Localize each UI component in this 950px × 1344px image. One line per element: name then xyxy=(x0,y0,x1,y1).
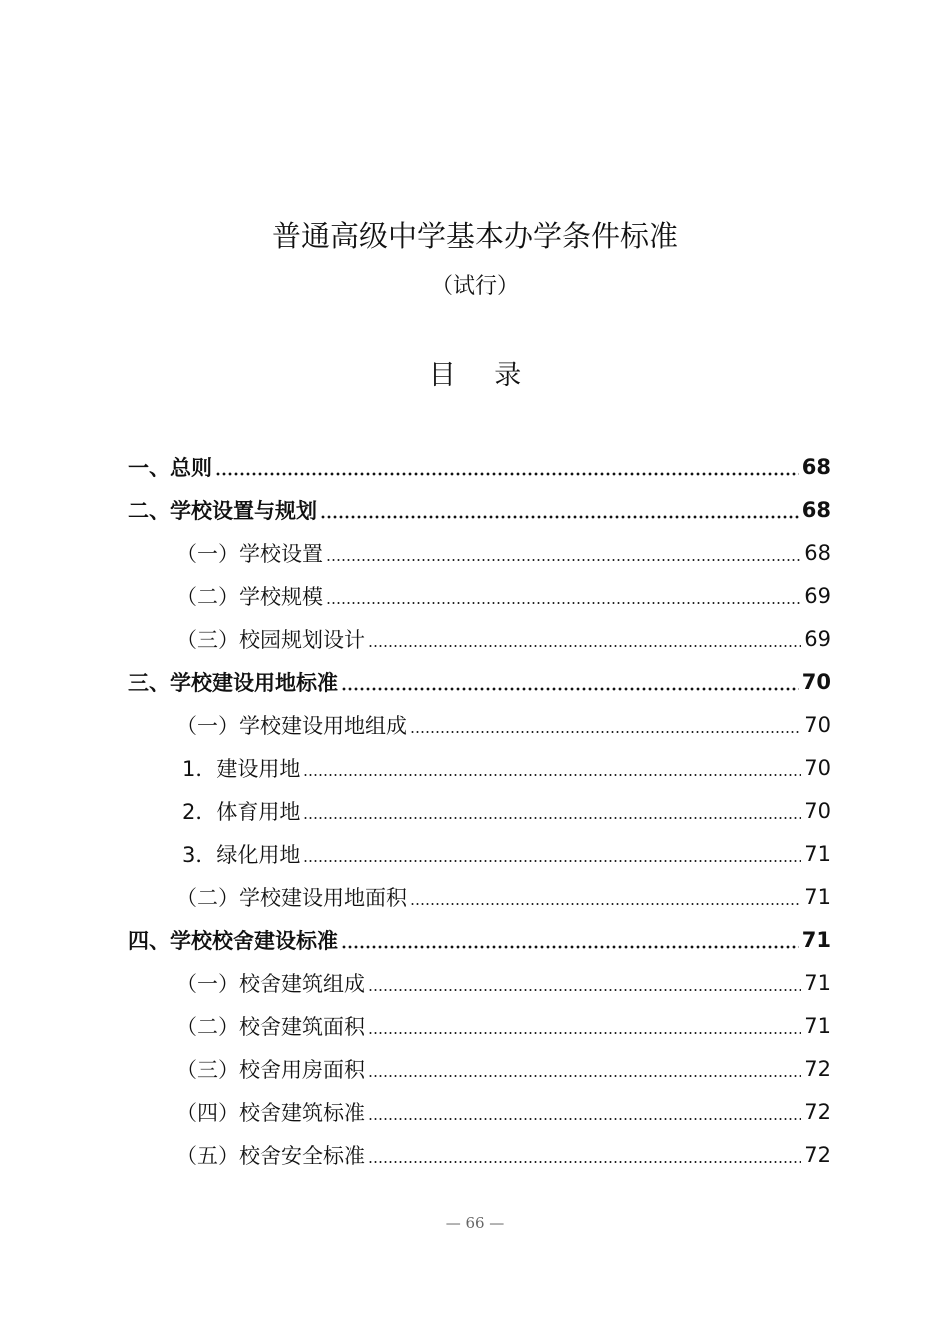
toc-entry-label: （三）校园规划设计 xyxy=(176,627,365,652)
toc-entry[interactable] xyxy=(128,488,831,531)
toc-entry-label: （二）校舍建筑面积 xyxy=(176,1014,365,1039)
toc-entry[interactable] xyxy=(128,789,831,832)
toc-entry-page-number: 72 xyxy=(804,1099,831,1124)
toc-entry-label: 2．体育用地 xyxy=(182,799,301,824)
toc-entry-label: 3．绿化用地 xyxy=(182,842,301,867)
document-title: 普通高级中学基本办学条件标准 xyxy=(271,219,678,253)
toc-entry-label: （一）学校建设用地组成 xyxy=(176,713,407,738)
toc-entry-label: 四、学校校舍建设标准 xyxy=(128,928,338,953)
toc-entry-page-number: 70 xyxy=(804,712,831,737)
toc-entry[interactable] xyxy=(128,617,831,660)
toc-entry-label: （二）学校规模 xyxy=(176,584,323,609)
toc-entry[interactable] xyxy=(128,1047,831,1090)
toc-entry[interactable] xyxy=(128,961,831,1004)
toc-entry[interactable] xyxy=(128,1133,831,1176)
toc-entry[interactable] xyxy=(128,660,831,703)
toc-entry-page-number: 70 xyxy=(804,755,831,780)
toc-entry[interactable] xyxy=(128,1090,831,1133)
toc-heading: 目 录 xyxy=(428,360,522,391)
toc-entry[interactable] xyxy=(128,445,831,488)
toc-dot-leader xyxy=(215,472,799,476)
toc-entry-page-number: 68 xyxy=(801,454,831,479)
toc-entry-page-number: 70 xyxy=(804,798,831,823)
toc-dot-leader xyxy=(326,601,801,605)
toc-entry[interactable] xyxy=(128,918,831,961)
toc-entry-page-number: 68 xyxy=(801,497,831,522)
toc-dot-leader xyxy=(368,1074,801,1078)
toc-dot-leader xyxy=(368,644,801,648)
toc-entry-label: 二、学校设置与规划 xyxy=(128,498,317,523)
toc-dot-leader xyxy=(368,1031,801,1035)
toc-entry-page-number: 70 xyxy=(801,669,831,694)
toc-entry-label: 三、学校建设用地标准 xyxy=(128,670,338,695)
toc-dot-leader xyxy=(368,988,801,992)
toc-entry[interactable] xyxy=(128,531,831,574)
toc-dot-leader xyxy=(326,558,801,562)
table-of-contents xyxy=(128,445,831,1176)
toc-dot-leader xyxy=(410,730,801,734)
toc-entry-label: （一）学校设置 xyxy=(176,541,323,566)
toc-entry-page-number: 72 xyxy=(804,1056,831,1081)
toc-dot-leader xyxy=(368,1117,801,1121)
toc-entry[interactable] xyxy=(128,746,831,789)
toc-entry-page-number: 71 xyxy=(804,1013,831,1038)
page-number-footer: — 66 — xyxy=(445,1214,505,1232)
toc-dot-leader xyxy=(303,816,801,820)
toc-dot-leader xyxy=(341,687,799,691)
toc-entry-label: （四）校舍建筑标准 xyxy=(176,1100,365,1125)
toc-entry-page-number: 69 xyxy=(804,626,831,651)
toc-entry[interactable] xyxy=(128,1004,831,1047)
toc-entry[interactable] xyxy=(128,875,831,918)
toc-entry[interactable] xyxy=(128,703,831,746)
toc-entry-label: 一、总则 xyxy=(128,455,212,480)
toc-entry-label: 1．建设用地 xyxy=(182,756,301,781)
toc-dot-leader xyxy=(341,945,799,949)
toc-entry-label: （二）学校建设用地面积 xyxy=(176,885,407,910)
toc-entry-page-number: 71 xyxy=(804,841,831,866)
toc-dot-leader xyxy=(320,515,799,519)
toc-entry-page-number: 68 xyxy=(804,540,831,565)
toc-entry-label: （三）校舍用房面积 xyxy=(176,1057,365,1082)
toc-entry-page-number: 69 xyxy=(804,583,831,608)
toc-entry-page-number: 71 xyxy=(801,927,831,952)
toc-entry-label: （一）校舍建筑组成 xyxy=(176,971,365,996)
toc-dot-leader xyxy=(303,773,801,777)
toc-entry-page-number: 71 xyxy=(804,970,831,995)
toc-dot-leader xyxy=(303,859,801,863)
toc-entry-label: （五）校舍安全标准 xyxy=(176,1143,365,1168)
toc-dot-leader xyxy=(368,1160,801,1164)
toc-entry[interactable] xyxy=(128,574,831,617)
document-subtitle: （试行） xyxy=(430,274,519,299)
toc-entry[interactable] xyxy=(128,832,831,875)
toc-entry-page-number: 72 xyxy=(804,1142,831,1167)
toc-dot-leader xyxy=(410,902,801,906)
toc-entry-page-number: 71 xyxy=(804,884,831,909)
